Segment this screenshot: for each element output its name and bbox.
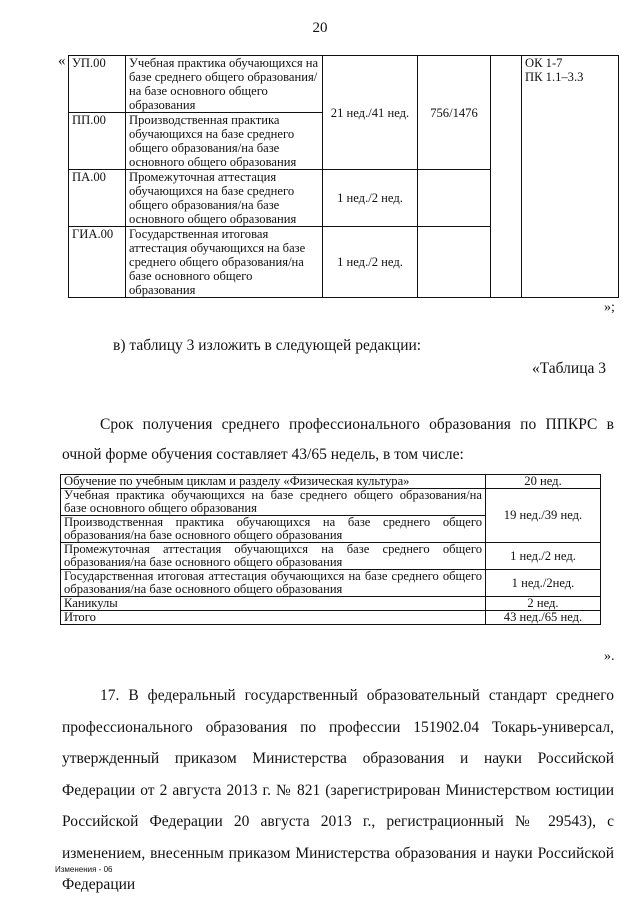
table-row <box>61 475 601 489</box>
table-row <box>61 597 601 611</box>
row-code: ПП.00 <box>69 113 126 170</box>
merged-weeks-cell: 21 нед./41 нед. <box>323 56 418 170</box>
row-label: Итого <box>61 611 486 625</box>
closing-quote: ». <box>604 649 615 664</box>
row-label: Обучение по учебным циклам и разделу «Физическая культура» <box>61 475 486 489</box>
row-name: Государственная итоговая аттестация обучающихся на базе среднего общего образования/на базе основного общего образования <box>126 227 323 298</box>
practice-table <box>68 55 619 298</box>
merged-hours-cell: 756/1476 <box>418 56 491 170</box>
competencies-cell <box>522 56 619 298</box>
row-weeks: 1 нед./2 нед. <box>323 170 418 227</box>
empty-cell <box>491 56 522 298</box>
row-label: Государственная итоговая аттестация обучающихся на базе среднего общего образования/на базе основного общего образования <box>61 570 486 597</box>
row-label: Учебная практика обучающихся на базе среднего общего образования/на базе основного общего образования <box>61 489 486 516</box>
closing-quote: »; <box>604 300 615 315</box>
table-row <box>61 543 601 570</box>
row-label: Производственная практика обучающихся на базе среднего общего образования/на базе основного общего образования <box>61 516 486 543</box>
row-label: Промежуточная аттестация обучающихся на базе среднего общего образования/на базе основного общего образования <box>61 543 486 570</box>
row-label: Каникулы <box>61 597 486 611</box>
table-caption: «Таблица 3 <box>531 360 606 377</box>
table-row <box>61 570 601 597</box>
row-code: ПА.00 <box>69 170 126 227</box>
row-value: 2 нед. <box>486 597 601 611</box>
table-row <box>69 56 619 113</box>
duration-table <box>60 474 601 625</box>
intro-text: Срок получения среднего профессионального образования по ППКРС в очной форме обучения составляет 43/65 недель, в том числе: <box>62 416 614 463</box>
competencies-line-2: ПК 1.1–3.3 <box>525 70 584 84</box>
row-code: ГИА.00 <box>69 227 126 298</box>
table-row <box>61 611 601 625</box>
row-value: 43 нед./65 нед. <box>486 611 601 625</box>
empty-cell <box>418 227 491 298</box>
merged-value-cell: 19 нед./39 нед. <box>486 489 601 543</box>
opening-quote: « <box>58 53 66 69</box>
row-name: Производственная практика обучающихся на базе среднего общего образования/на базе основного общего образования <box>126 113 323 170</box>
row-name: Учебная практика обучающихся на базе среднего общего образования/на базе основного общего образования <box>126 56 323 113</box>
row-name: Промежуточная аттестация обучающихся на базе среднего общего образования/на базе основного общего образования <box>126 170 323 227</box>
item-17-text: 17. В федеральный государственный образовательный стандарт среднего профессионального образования по профессии 151902.04 Токарь-универсал, утвержденный приказом Министерства образования и науки Российской Федерации от 2 августа 2013 г. № 821 (зарегистрирован Министерством юстиции Российской Федерации 20 августа 2013 г., регистрационный № 29543), с изменением, внесенным приказом Министерства образования и науки Российской Федерации <box>62 687 614 893</box>
table-row <box>61 489 601 516</box>
row-value: 1 нед./2нед. <box>486 570 601 597</box>
competencies-line-1: ОК 1-7 <box>525 56 563 70</box>
row-code: УП.00 <box>69 56 126 113</box>
intro-paragraph <box>62 410 614 470</box>
row-value: 1 нед./2 нед. <box>486 543 601 570</box>
footer-note: Изменения - 06 <box>55 865 113 874</box>
row-value: 20 нед. <box>486 475 601 489</box>
empty-cell <box>418 170 491 227</box>
instruction-paragraph: в) таблицу 3 изложить в следующей редакции: <box>113 337 422 354</box>
page-number: 20 <box>312 20 328 36</box>
item-17-paragraph <box>62 680 614 901</box>
row-weeks: 1 нед./2 нед. <box>323 227 418 298</box>
